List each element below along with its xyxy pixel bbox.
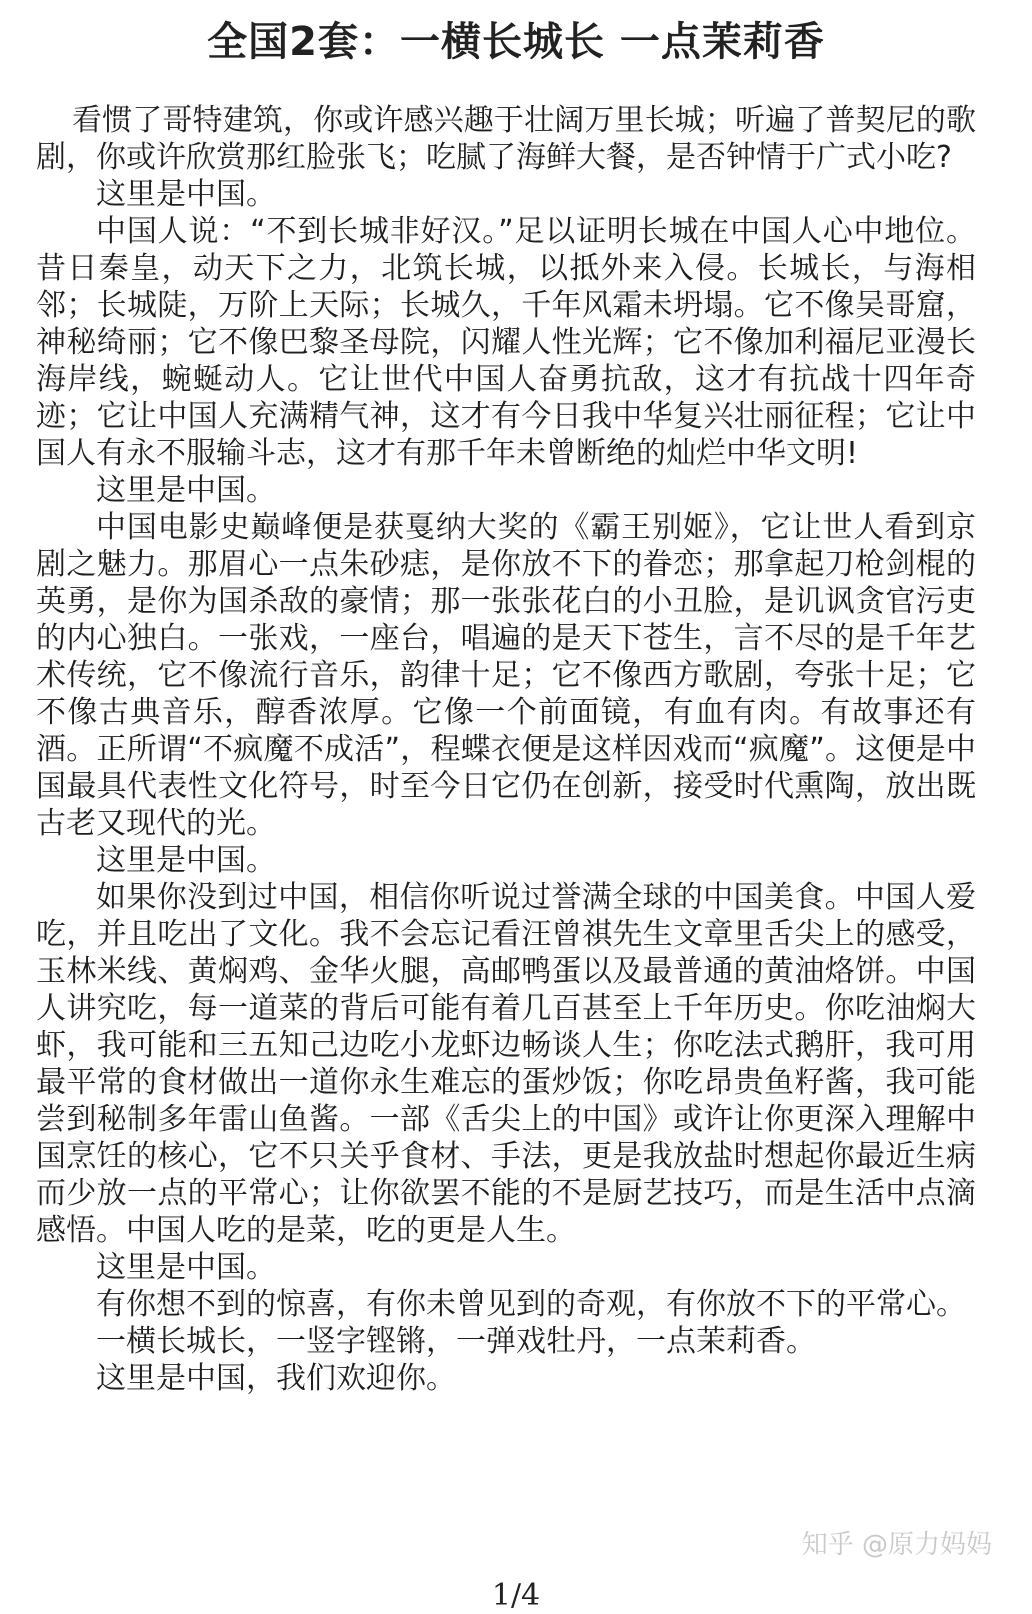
zhihu-watermark: 知乎 @原力妈妈 xyxy=(801,1530,992,1560)
paragraph: 中国人说：“不到长城非好汉。”足以证明长城在中国人心中地位。昔日秦皇，动天下之力，北筑长城，以抵外来入侵。长城长，与海相邻；长城陡，万阶上天际；长城久，千年风霜未坍塌。它不像吴哥窟，神秘绮丽；它不像巴黎圣母院，闪耀人性光辉；它不像加利福尼亚漫长海岸线，蜿蜒动人。它让世代中国人奋勇抗敌，这才有抗战十四年奇迹；它让中国人充满精气神，这才有今日我中华复兴壮丽征程；它让中国人有永不服输斗志，这才有那千年未曾断绝的灿烂中华文明! xyxy=(36,214,976,471)
paragraph: 看惯了哥特建筑，你或许感兴趣于壮阔万里长城；听遍了普契尼的歌剧，你或许欣赏那红脸张飞；吃腻了海鲜大餐，是否钟情于广式小吃? xyxy=(36,103,976,175)
paragraph: 这里是中国。 xyxy=(96,473,276,508)
page-number: 1/4 xyxy=(491,1578,541,1613)
paragraph: 中国电影史巅峰便是获戛纳大奖的《霸王别姬》，它让世人看到京剧之魅力。那眉心一点朱砂痣，是你放不下的眷恋；那拿起刀枪剑棍的英勇，是你为国杀敌的豪情；那一张张花白的小丑脸，是讥讽贪官污吏的内心独白。一张戏，一座台，唱遍的是天下苍生，言不尽的是千年艺术传统，它不像流行音乐，韵律十足；它不像西方歌剧，夸张十足；它不像古典音乐，醇香浓厚。它像一个前面镜，有血有肉。有故事还有酒。正所谓“不疯魔不成活”，程蝶衣便是这样因戏而“疯魔”。这便是中国最具代表性文化符号，时至今日它仍在创新，接受时代熏陶，放出既古老又现代的光。 xyxy=(36,510,976,841)
paragraph: 一横长城长，一竖字铿锵，一弹戏牡丹，一点茉莉香。 xyxy=(96,1324,816,1359)
paragraph: 这里是中国。 xyxy=(96,843,276,878)
paragraph: 这里是中国，我们欢迎你。 xyxy=(96,1361,456,1396)
paragraph: 有你想不到的惊喜，有你未曾见到的奇观，有你放不下的平常心。 xyxy=(96,1287,966,1322)
paragraph: 这里是中国。 xyxy=(96,177,276,212)
paragraph: 如果你没到过中国，相信你听说过誉满全球的中国美食。中国人爱吃，并且吃出了文化。我不会忘记看汪曾祺先生文章里舌尖上的感受，玉林米线、黄焖鸡、金华火腿，高邮鸭蛋以及最普通的黄油烙饼。中国人讲究吃，每一道菜的背后可能有着几百甚至上千年历史。你吃油焖大虾，我可能和三五知己边吃小龙虾边畅谈人生；你吃法式鹅肝，我可用最平常的食材做出一道你永生难忘的蛋炒饭；你吃昂贵鱼籽酱，我可能尝到秘制多年雷山鱼酱。一部《舌尖上的中国》或许让你更深入理解中国烹饪的核心，它不只关乎食材、手法，更是我放盐时想起你最近生病而少放一点的平常心；让你欲罢不能的不是厨艺技巧，而是生活中点滴感悟。中国人吃的是菜，吃的更是人生。 xyxy=(36,880,976,1248)
document-title: 全国2套：一横长城长 一点茉莉香 xyxy=(207,19,825,65)
essay-body xyxy=(36,102,976,1397)
paragraph: 这里是中国。 xyxy=(96,1250,276,1285)
